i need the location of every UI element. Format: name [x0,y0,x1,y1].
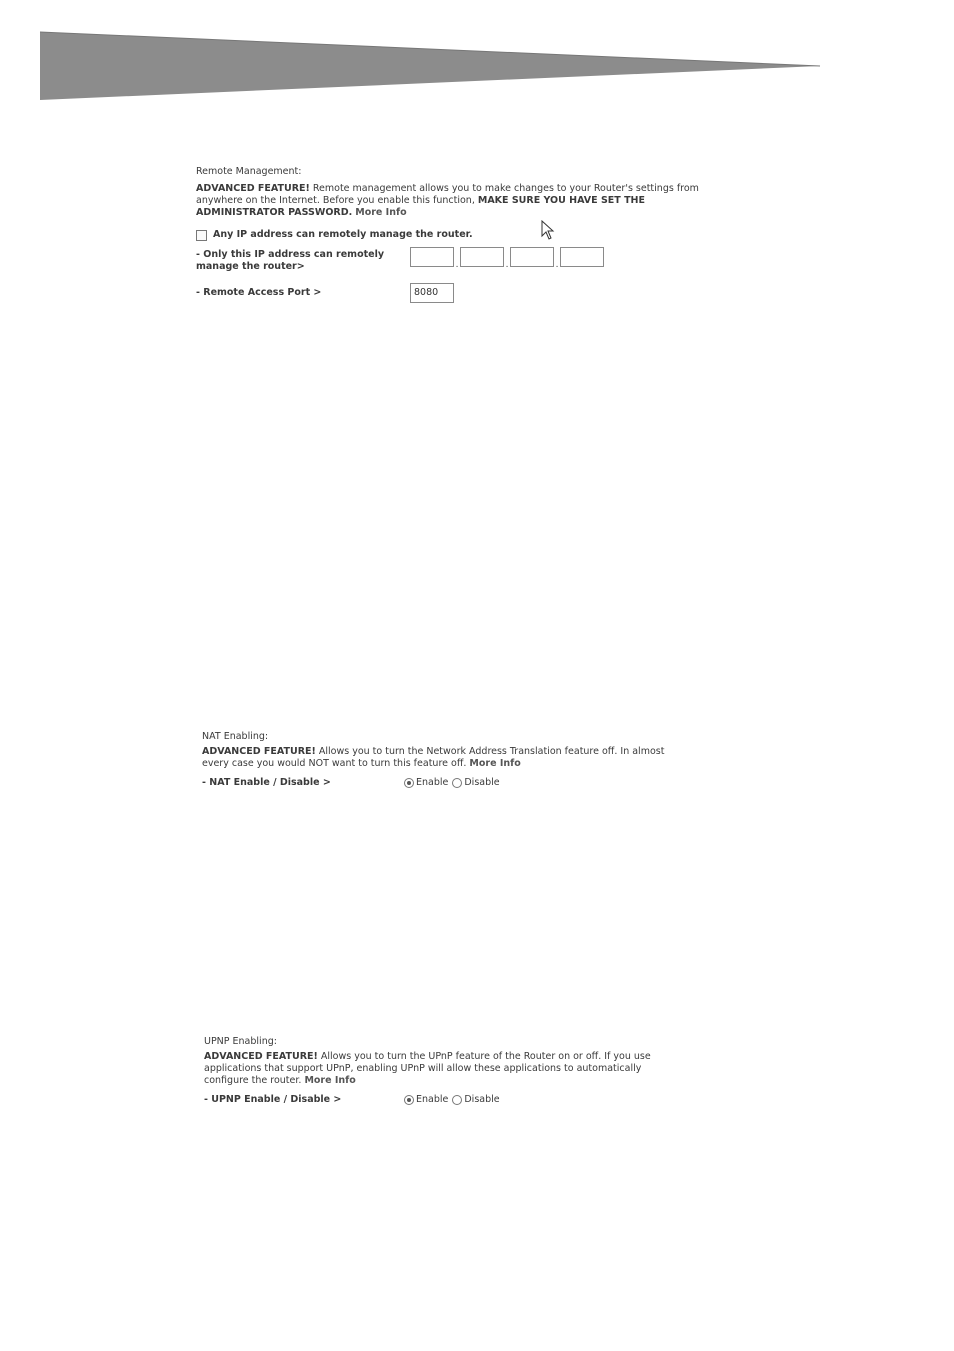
only-ip-row [196,249,706,273]
nat-enabling-section [202,731,672,789]
nat-disable-label: Disable [464,777,500,788]
advanced-feature-label: ADVANCED FEATURE! [204,1051,318,1062]
nat-enable-radio[interactable] [404,778,414,788]
remote-port-input[interactable]: 8080 [410,283,454,303]
ip-separator: . [555,260,559,270]
nat-enable-option[interactable] [404,777,448,789]
header-wedge [40,32,820,100]
ip-octet-2-input[interactable] [460,247,504,267]
remote-more-info-link[interactable]: More Info [355,207,407,218]
advanced-feature-label: ADVANCED FEATURE! [196,183,310,194]
upnp-description [204,1051,674,1087]
remote-management-section [196,166,706,303]
upnp-more-info-link[interactable]: More Info [304,1075,356,1086]
ip-address-inputs [410,247,604,271]
nat-more-info-link[interactable]: More Info [469,758,521,769]
upnp-enabling-title: UPNP Enabling: [204,1036,277,1047]
nat-toggle-label: - NAT Enable / Disable > [202,777,331,788]
upnp-disable-label: Disable [464,1094,500,1105]
remote-port-row [196,283,706,303]
ip-separator: . [505,260,509,270]
advanced-feature-label: ADVANCED FEATURE! [202,746,316,757]
upnp-enabling-section [204,1036,674,1106]
remote-management-description [196,183,706,219]
ip-octet-4-input[interactable] [560,247,604,267]
upnp-description-text: Allows you to turn the UPnP feature of the Router on or off. If you use applications that support UPnP, enabling UPnP will allow these applications to automatically configure the router. [204,1051,651,1086]
upnp-disable-radio[interactable] [452,1095,462,1105]
nat-description-text: Allows you to turn the Network Address Translation feature off. In almost every case you would NOT want to turn this feature off. [202,746,665,769]
ip-octet-1-input[interactable] [410,247,454,267]
mouse-cursor-icon [541,220,555,240]
ip-octet-3-input[interactable] [510,247,554,267]
nat-description [202,746,672,770]
only-ip-label: - Only this IP address can remotely manage the router> [196,249,385,272]
upnp-enable-radio[interactable] [404,1095,414,1105]
nat-enabling-title: NAT Enabling: [202,731,269,742]
upnp-toggle-label: - UPNP Enable / Disable > [204,1094,342,1105]
remote-port-label: - Remote Access Port > [196,287,322,298]
nat-toggle-row [202,777,672,789]
admin-password-warning: MAKE SURE YOU HAVE SET THE ADMINISTRATOR PASSWORD. [196,195,645,218]
upnp-toggle-row [204,1094,674,1106]
upnp-disable-option[interactable] [452,1094,499,1106]
any-ip-row [196,229,706,241]
upnp-enable-label: Enable [416,1094,449,1105]
upnp-enable-option[interactable] [404,1094,448,1106]
header-banner [0,0,954,110]
any-ip-checkbox[interactable] [196,230,207,241]
ip-separator: . [455,260,459,270]
nat-enable-label: Enable [416,777,449,788]
nat-disable-radio[interactable] [452,778,462,788]
nat-disable-option[interactable] [452,777,499,789]
remote-management-title: Remote Management: [196,166,302,177]
any-ip-label: Any IP address can remotely manage the router. [213,229,473,240]
remote-description-text: Remote management allows you to make changes to your Router's settings from anywhere on the Internet. Before you enable this function, [196,183,699,206]
